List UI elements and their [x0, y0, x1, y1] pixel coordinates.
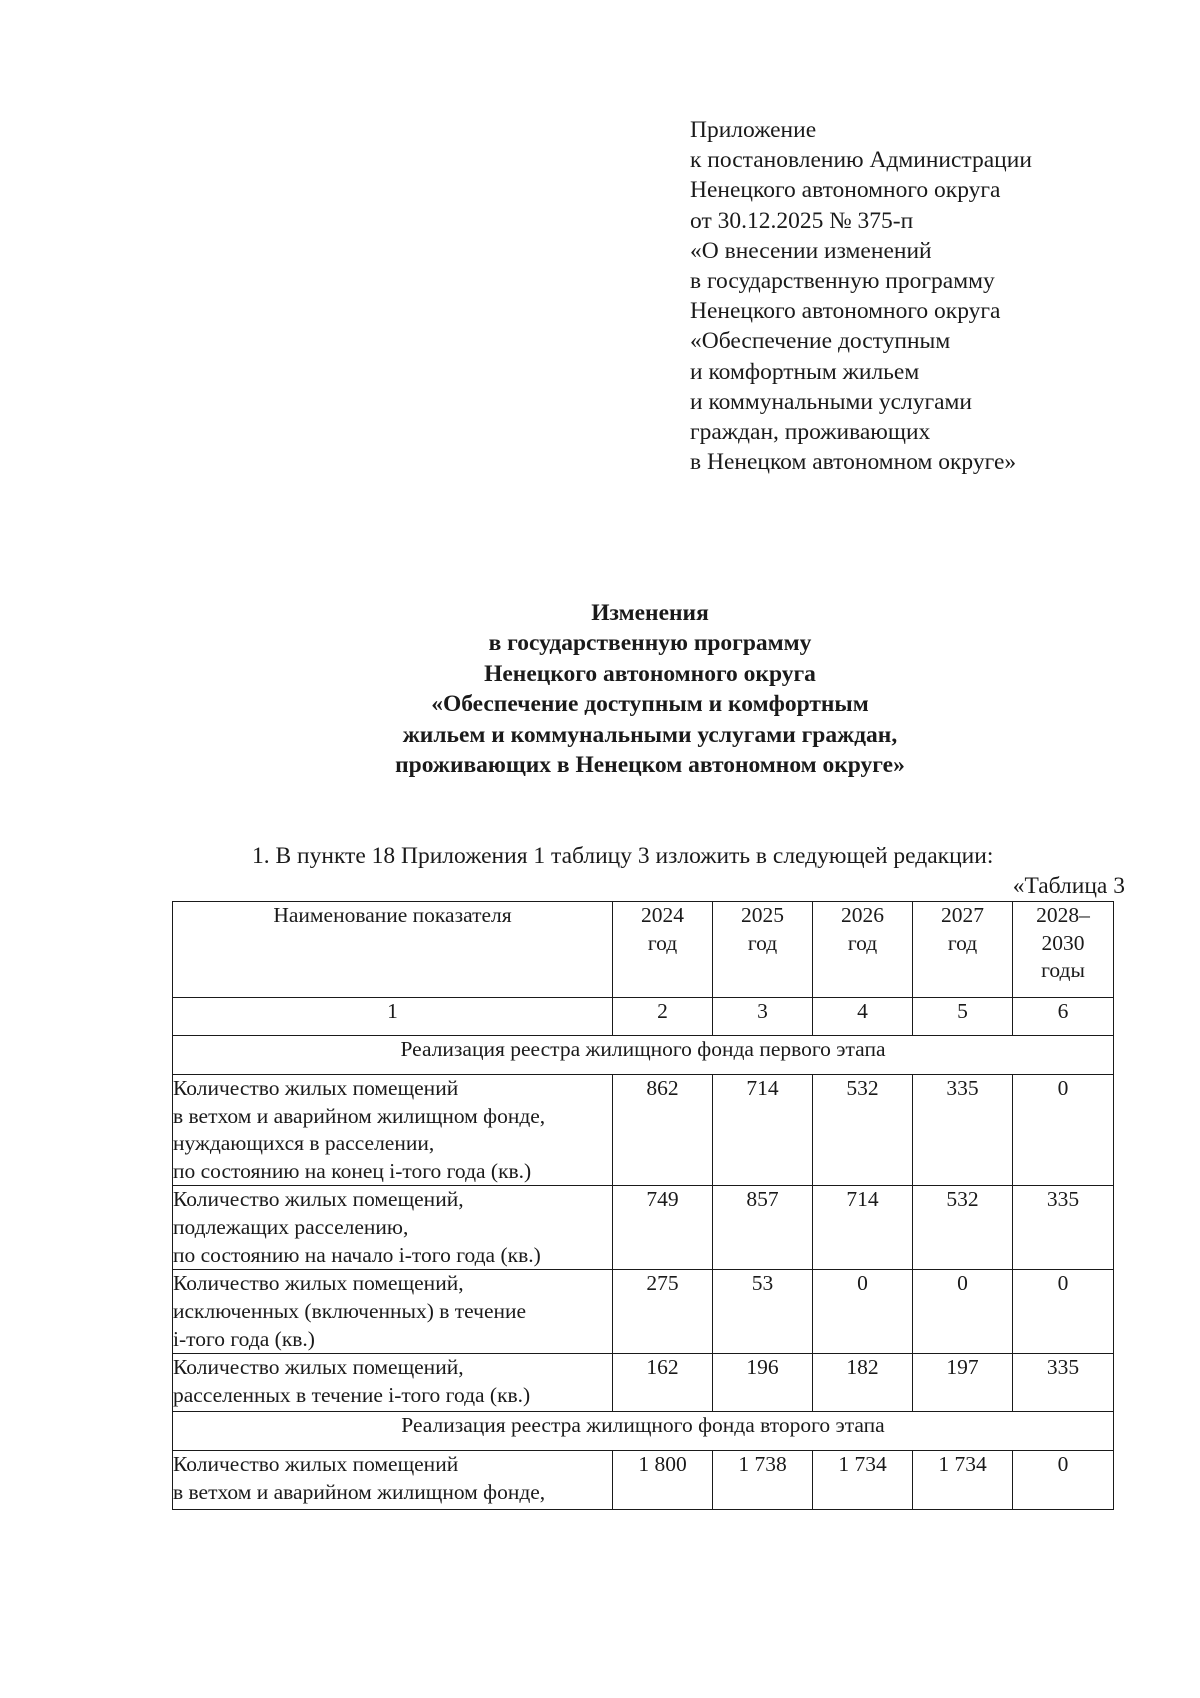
header-line: 2030: [1041, 930, 1085, 955]
appendix-line: и коммунальными услугами: [690, 388, 972, 415]
value-cell: 275: [613, 1270, 713, 1354]
value-cell: 532: [813, 1075, 913, 1186]
appendix-line: Ненецкого автономного округа: [690, 177, 1001, 204]
column-number: 5: [913, 998, 1013, 1036]
title-line: «Обеспечение доступным и комфортным: [431, 691, 869, 718]
value-cell: 714: [713, 1075, 813, 1186]
value-cell: 0: [813, 1270, 913, 1354]
header-year-2026: [813, 902, 913, 998]
indicator-name: [173, 1075, 613, 1186]
indicator-name-line: Количество жилых помещений,: [173, 1271, 464, 1296]
title-line: проживающих в Ненецком автономном округе»: [395, 752, 905, 779]
value-cell: 532: [913, 1186, 1013, 1270]
value-cell: 162: [613, 1354, 713, 1412]
value-cell: 0: [1013, 1270, 1114, 1354]
column-number: 1: [173, 998, 613, 1036]
indicator-name-line: Количество жилых помещений,: [173, 1187, 464, 1212]
value-cell: 53: [713, 1270, 813, 1354]
indicator-name: [173, 1354, 613, 1412]
value-cell: 196: [713, 1354, 813, 1412]
column-number: 6: [1013, 998, 1114, 1036]
indicator-name-line: расселенных в течение i-того года (кв.): [173, 1382, 531, 1407]
indicator-name-line: Количество жилых помещений: [173, 1452, 459, 1477]
value-cell: 1 734: [913, 1451, 1013, 1510]
value-cell: 1 738: [713, 1451, 813, 1510]
indicator-name-line: Количество жилых помещений: [173, 1076, 459, 1100]
value-cell: 857: [713, 1186, 813, 1270]
header-year-2027: [913, 902, 1013, 998]
document-title: [0, 598, 1200, 780]
value-cell: 862: [613, 1075, 713, 1186]
value-cell: 714: [813, 1186, 913, 1270]
indicator-name-line: в ветхом и аварийном жилищном фонде,: [173, 1103, 546, 1128]
appendix-header: [690, 115, 1170, 477]
header-line: 2027: [941, 903, 984, 927]
header-line: год: [747, 930, 778, 955]
table-label: «Таблица 3: [1012, 873, 1125, 899]
section-row: [173, 1036, 1114, 1075]
header-line: год: [847, 930, 878, 955]
indicator-name-line: в ветхом и аварийном жилищном фонде,: [173, 1479, 546, 1504]
value-cell: 749: [613, 1186, 713, 1270]
title-line: жильем и коммунальными услугами граждан,: [402, 721, 898, 748]
value-cell: 0: [913, 1270, 1013, 1354]
indicator-name-line: по состоянию на начало i-того года (кв.): [173, 1242, 541, 1267]
header-indicator-name: [173, 902, 613, 998]
column-number: 2: [613, 998, 713, 1036]
section-row: [173, 1412, 1114, 1451]
value-cell: 0: [1013, 1075, 1114, 1186]
amendment-paragraph: 1. В пункте 18 Приложения 1 таблицу 3 изложить в следующей редакции:: [252, 843, 994, 869]
value-cell: 1 734: [813, 1451, 913, 1510]
appendix-line: «О внесении изменений: [690, 237, 932, 264]
value-cell: 0: [1013, 1451, 1114, 1510]
table-row: [173, 1186, 1114, 1270]
header-year-2024: [613, 902, 713, 998]
table-header-row: [173, 902, 1114, 998]
value-cell: 335: [1013, 1354, 1114, 1412]
indicator-name-line: по состоянию на конец i-того года (кв.): [173, 1158, 532, 1183]
header-line: 2028–: [1036, 903, 1090, 927]
indicator-name: [173, 1270, 613, 1354]
value-cell: 197: [913, 1354, 1013, 1412]
appendix-line: от 30.12.2025 № 375-п: [690, 207, 914, 234]
header-line: год: [647, 930, 678, 955]
appendix-line: к постановлению Администрации: [690, 147, 1032, 174]
appendix-line: в Ненецком автономном округе»: [690, 449, 1017, 476]
indicator-name-line: нуждающихся в расселении,: [173, 1131, 435, 1156]
appendix-line: «Обеспечение доступным: [690, 328, 951, 355]
indicator-name: [173, 1186, 613, 1270]
appendix-line: и комфортным жильем: [690, 358, 920, 385]
title-line: Изменения: [591, 600, 709, 626]
section-title: Реализация реестра жилищного фонда первого этапа: [173, 1036, 1114, 1075]
title-line: Ненецкого автономного округа: [484, 660, 816, 687]
appendix-line: граждан, проживающих: [690, 419, 931, 446]
value-cell: 335: [1013, 1186, 1114, 1270]
header-line: годы: [1041, 958, 1085, 983]
table-row: [173, 1075, 1114, 1186]
appendix-line: в государственную программу: [690, 268, 995, 295]
indicator-name-line: исключенных (включенных) в течение: [173, 1298, 527, 1323]
value-cell: 1 800: [613, 1451, 713, 1510]
title-line: в государственную программу: [488, 630, 812, 657]
header-line: 2026: [841, 903, 884, 927]
header-line: год: [947, 930, 978, 955]
header-years-2028-2030: [1013, 902, 1114, 998]
header-line: 2024: [641, 903, 684, 927]
indicator-name-line: i-того года (кв.): [173, 1326, 315, 1351]
indicator-name-line: подлежащих расселению,: [173, 1214, 409, 1239]
table-row: [173, 1270, 1114, 1354]
appendix-line: Ненецкого автономного округа: [690, 298, 1001, 325]
header-line: 2025: [741, 903, 784, 927]
header-year-2025: [713, 902, 813, 998]
value-cell: 182: [813, 1354, 913, 1412]
section-title: Реализация реестра жилищного фонда второго этапа: [173, 1412, 1114, 1451]
header-line: Наименование показателя: [273, 903, 512, 927]
appendix-line: Приложение: [690, 117, 817, 143]
value-cell: 335: [913, 1075, 1013, 1186]
table-row: [173, 1451, 1114, 1510]
indicator-name-line: Количество жилых помещений,: [173, 1355, 464, 1380]
indicators-table: [172, 901, 1114, 1510]
table-row: [173, 1354, 1114, 1412]
column-number: 3: [713, 998, 813, 1036]
column-number-row: [173, 998, 1114, 1036]
column-number: 4: [813, 998, 913, 1036]
indicator-name: [173, 1451, 613, 1510]
